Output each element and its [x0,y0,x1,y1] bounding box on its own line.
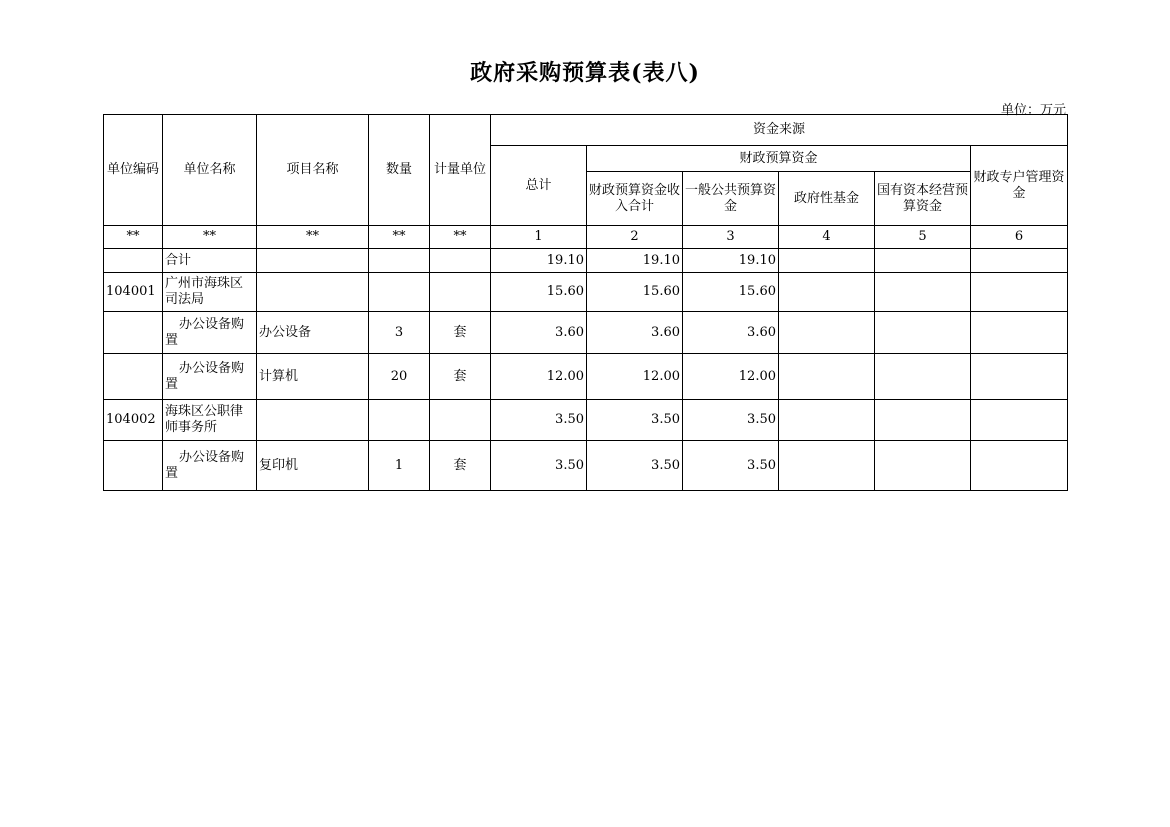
cell-general: 3.50 [683,441,779,491]
cell-fiscal-total: 19.10 [587,249,683,273]
cell-project [257,249,369,273]
unit-label: 单位：万元 [1000,103,1066,118]
col-number: ** [257,226,369,249]
cell-fiscal-total: 12.00 [587,354,683,400]
cell-gov-fund [779,400,875,441]
header-quantity: 数量 [369,115,430,226]
cell-unit [430,273,491,312]
cell-gov-fund [779,441,875,491]
cell-state-capital [875,400,971,441]
cell-project: 复印机 [257,441,369,491]
col-number: ** [104,226,163,249]
cell-special [971,273,1068,312]
cell-name: 广州市海珠区司法局 [163,273,257,312]
header-state-capital: 国有资本经营预算资金 [875,172,971,226]
header-measure-unit: 计量单位 [430,115,491,226]
table-row [104,312,1068,354]
cell-fiscal-total: 3.50 [587,441,683,491]
cell-special [971,249,1068,273]
cell-special [971,312,1068,354]
cell-state-capital [875,441,971,491]
header-total: 总计 [491,146,587,226]
cell-fiscal-total: 3.60 [587,312,683,354]
cell-general: 15.60 [683,273,779,312]
cell-state-capital [875,273,971,312]
header-fiscal-income-total: 财政预算资金收入合计 [587,172,683,226]
cell-project: 计算机 [257,354,369,400]
cell-total: 3.50 [491,400,587,441]
cell-fiscal-total: 15.60 [587,273,683,312]
cell-qty [369,400,430,441]
cell-total: 3.60 [491,312,587,354]
cell-unit [430,400,491,441]
header-project-name: 项目名称 [257,115,369,226]
col-number: 2 [587,226,683,249]
col-number: 3 [683,226,779,249]
cell-name: 海珠区公职律师事务所 [163,400,257,441]
cell-gov-fund [779,312,875,354]
col-number: 5 [875,226,971,249]
procurement-budget-table [103,114,1068,491]
cell-special [971,354,1068,400]
header-fiscal-special: 财政专户管理资金 [971,146,1068,226]
cell-project: 办公设备 [257,312,369,354]
cell-name: 办公设备购置 [163,312,257,354]
cell-code: 104002 [104,400,163,441]
col-number: 4 [779,226,875,249]
table-row [104,441,1068,491]
cell-total: 3.50 [491,441,587,491]
table-row [104,249,1068,273]
cell-project [257,273,369,312]
cell-total: 12.00 [491,354,587,400]
cell-unit: 套 [430,354,491,400]
cell-unit: 套 [430,441,491,491]
table-row [104,354,1068,400]
cell-state-capital [875,312,971,354]
cell-general: 19.10 [683,249,779,273]
cell-qty: 20 [369,354,430,400]
header-general-public-budget: 一般公共预算资金 [683,172,779,226]
header-gov-fund: 政府性基金 [779,172,875,226]
cell-code: 104001 [104,273,163,312]
cell-general: 3.60 [683,312,779,354]
cell-code [104,441,163,491]
header-fund-source: 资金来源 [491,115,1068,146]
cell-general: 12.00 [683,354,779,400]
col-number: ** [369,226,430,249]
cell-qty [369,249,430,273]
table-row [104,273,1068,312]
cell-name: 办公设备购置 [163,441,257,491]
cell-name: 合计 [163,249,257,273]
col-number: ** [430,226,491,249]
cell-name: 办公设备购置 [163,354,257,400]
table-row [104,400,1068,441]
cell-unit [430,249,491,273]
cell-special [971,441,1068,491]
cell-qty [369,273,430,312]
cell-qty: 3 [369,312,430,354]
header-row-1 [104,115,1068,146]
cell-general: 3.50 [683,400,779,441]
cell-unit: 套 [430,312,491,354]
cell-qty: 1 [369,441,430,491]
col-number: 1 [491,226,587,249]
cell-state-capital [875,354,971,400]
cell-total: 19.10 [491,249,587,273]
col-number: ** [163,226,257,249]
cell-state-capital [875,249,971,273]
header-unit-name: 单位名称 [163,115,257,226]
cell-code [104,249,163,273]
page-title: 政府采购预算表(表八) [470,60,700,86]
cell-special [971,400,1068,441]
cell-gov-fund [779,354,875,400]
cell-fiscal-total: 3.50 [587,400,683,441]
column-number-row [104,226,1068,249]
cell-project [257,400,369,441]
cell-code [104,354,163,400]
cell-code [104,312,163,354]
col-number: 6 [971,226,1068,249]
cell-gov-fund [779,273,875,312]
cell-gov-fund [779,249,875,273]
header-fiscal-budget-funds: 财政预算资金 [587,146,971,172]
cell-total: 15.60 [491,273,587,312]
header-unit-code: 单位编码 [104,115,163,226]
